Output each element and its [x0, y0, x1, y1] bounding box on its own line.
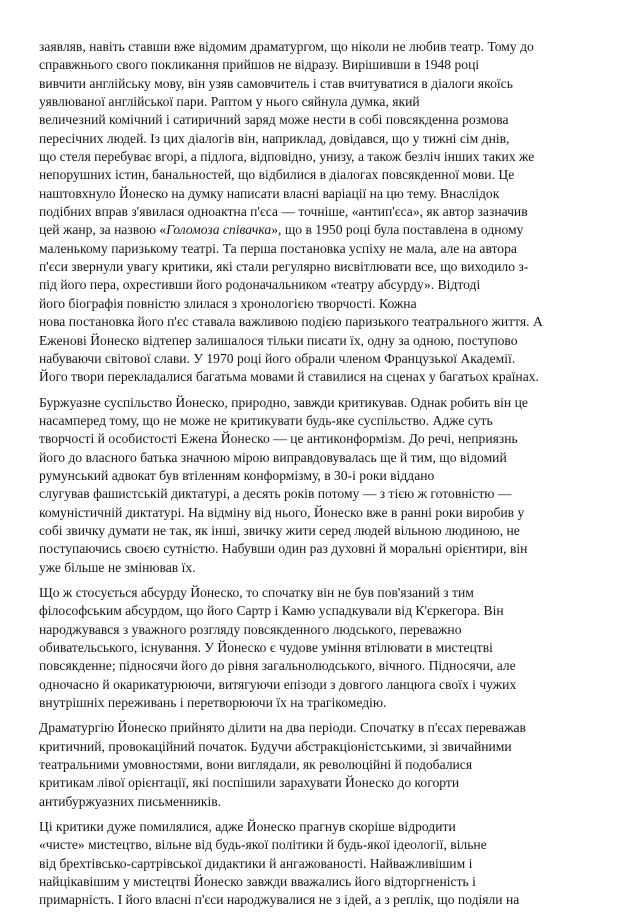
text-line: народжувався з уважного розгляду повсякденного людського, переважно	[39, 621, 462, 637]
text-line: його до власного батька значною мірою виправдовувалась ще й тим, що відомий	[39, 449, 507, 465]
text-line: поступаючись своєю сутністю. Набувши один раз духовні й моральні орієнтири, він	[39, 541, 528, 557]
text-line: Його твори перекладалися багатьма мовами й ставилися на сценах у багатьох країнах.	[39, 369, 539, 385]
text-line: обивательського, існування. У Йонеско є чудове уміння втілювати в мистецтві	[39, 640, 493, 655]
text-line: пересічних людей. Із цих діалогів він, наприклад, довідався, що у тижні сім днів,	[39, 130, 510, 146]
text-line: Що ж стосується абсурду Йонеско, то спочатку він не був пов'язаний з тим	[39, 584, 474, 600]
text-line: наштовхнуло Йонеско на думку написати власні варіації на цю тему. Внаслідок	[39, 185, 500, 201]
text-line: подібних вправ з'явилася одноактна п'єса — точніше, «антип'єса», як автор зазначив	[39, 204, 528, 220]
text-line-with-title: цей жанр, за назвою «Голомоза співачка», що в 1950 році була поставлена в одному	[39, 222, 524, 238]
text-line: Ці критики дуже помилялися, адже Йонеско прагнув скоріше відродити	[39, 819, 456, 835]
text-line: найцікавішим у мистецтві Йонеско завжди вважались його відторгненість і	[39, 874, 476, 890]
text-line: вивчити англійську мову, він узяв самовчитель і став вчитуватися в діалоги якоїсь	[39, 75, 513, 91]
text-line: величезний комічний і сатиричний заряд може нести в собі повсякденна розмова	[39, 112, 509, 128]
text-line: румунський адвокат був втіленням конформізму, в 30-і роки віддано	[39, 467, 435, 483]
text-line: маленькому паризькому театрі. Та перша постановка успіху не мала, але на автора	[39, 240, 517, 256]
text-line: набуваючи світової слави. У 1970 році його обрали членом Французької Академії.	[39, 350, 516, 366]
paragraph-4	[39, 719, 604, 811]
text-line: непорушних істин, банальностей, що відбилися в діалогах повсякденної мови. Це	[39, 167, 515, 183]
text-line: антибуржуазних письменників.	[39, 793, 222, 809]
text-line: філософським абсурдом, що його Сартр і Камю успадкували від К'єркегора. Він	[39, 603, 504, 619]
text-line: собі звичку думати не так, як інші, звичку жити серед людей вільною людиною, не	[39, 522, 520, 538]
play-title: Голомоза співачка	[166, 222, 272, 238]
text-line: «чисте» мистецтво, вільне від будь-якої політики й будь-якої ідеології, вільне	[39, 837, 487, 853]
text-line: нова постановка його п'єс ставала важливою подією паризького театрального життя. А	[39, 314, 543, 330]
paragraph-1	[39, 38, 604, 387]
paragraph-2	[39, 394, 604, 577]
text-line: творчості й особистості Ежена Йонеско — це антиконформізм. До речі, неприязнь	[39, 431, 518, 447]
text-line: повсякденне; підносячи його до рівня загальнолюдського, вічного. Підносячи, але	[39, 658, 516, 674]
text-line: Еженові Йонеско відтепер залишалося тільки писати їх, одну за одною, поступово	[39, 332, 518, 348]
text-line: що стеля перебуває вгорі, а підлога, відповідно, унизу, а також безліч інших таких же	[39, 149, 535, 165]
text-line: примарність. І його власні п'єси народжувалися не з ідей, а з реплік, що подіяли на	[39, 892, 520, 908]
text-line: театральними умовностями, вони виглядали, як революційні й подобалися	[39, 757, 473, 773]
text-line: одночасно й окарикатурюючи, витягуючи епізоди з довгого ланцюга своїх і чужих	[39, 676, 517, 692]
text-line: п'єси звернули увагу критики, які стали регулярно висвітлювати все, що виходило з-	[39, 259, 529, 275]
text-line: Буржуазне суспільство Йонеско, природно, завжди критикував. Однак робить він це	[39, 394, 528, 410]
text-line: уявлюваної англійської пари. Раптом у нього сяйнула думка, який	[39, 94, 420, 110]
text-line: критикам лівої орієнтації, які поспішили зарахувати Йонеско до когорти	[39, 775, 460, 791]
text-line: його біографія повністю злилася з хронологією творчості. Кожна	[39, 295, 417, 311]
text-line: внутрішніх переживань і перетворюючи їх на трагікомедію.	[39, 695, 387, 711]
text-line: Драматургію Йонеско прийнято ділити на два періоди. Спочатку в п'єсах переважав	[39, 720, 526, 736]
text-line: від брехтівсько-сартрівської дидактики й ангажованості. Найважливішим і	[39, 855, 473, 871]
text-line: під його пера, охрестивши його родоначальником «театру абсурду». Відтоді	[39, 277, 481, 293]
text-line: критичний, провокаційний початок. Будучи абстракціоністськими, зі звичайними	[39, 738, 512, 754]
paragraph-5	[39, 818, 604, 910]
paragraph-3	[39, 584, 604, 712]
text-line: комуністичній диктатурі. На відміну від нього, Йонеско вже в ранні роки виробив у	[39, 504, 525, 520]
text-line: заявляв, навіть ставши вже відомим драматургом, що ніколи не любив театр. Тому до	[39, 39, 534, 54]
text-line: насамперед тому, що не може не критикувати будь-яке суспільство. Адже суть	[39, 412, 493, 428]
document-page	[39, 38, 604, 917]
text-line: уже більше не змінював їх.	[39, 559, 196, 575]
text-line: слугував фашистській диктатурі, а десять років потому — з тією ж готовністю —	[39, 486, 512, 502]
text-line: справжнього свого покликання прийшов не відразу. Вирішивши в 1948 році	[39, 57, 480, 73]
